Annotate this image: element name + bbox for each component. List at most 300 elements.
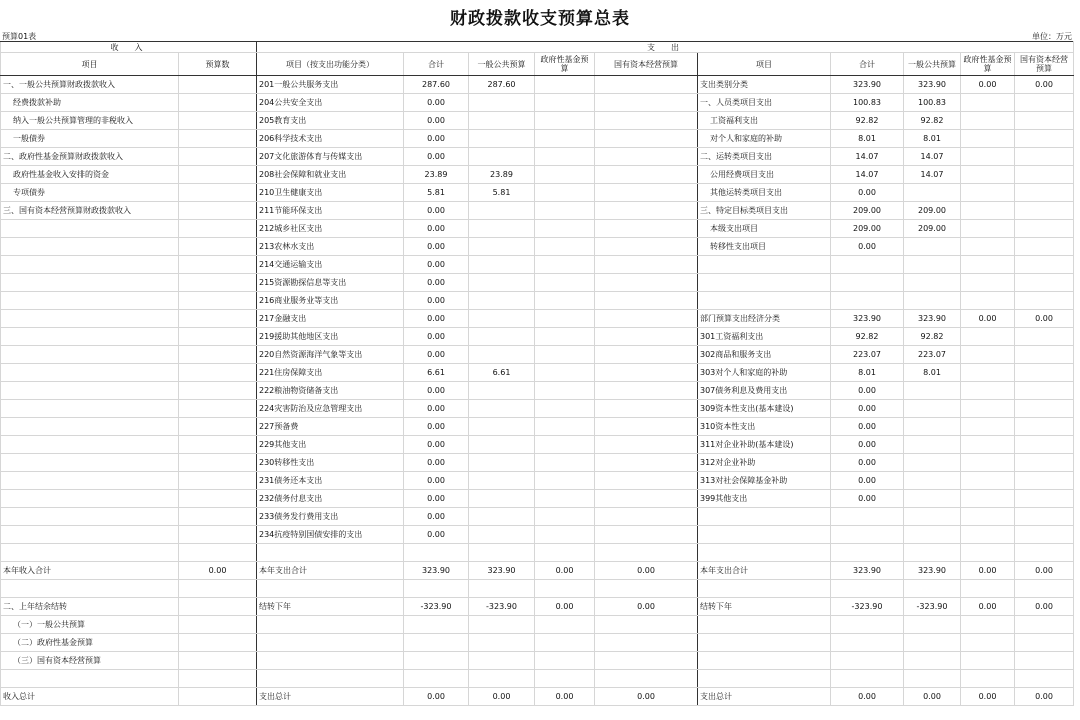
table-cell: 0.00: [404, 490, 469, 508]
table-cell: 6.61: [404, 364, 469, 382]
table-cell: [1, 508, 179, 526]
table-cell: 二、政府性基金预算财政拨款收入: [1, 148, 179, 166]
table-cell: 210卫生健康支出: [257, 184, 404, 202]
table-row: [1, 616, 1074, 634]
table-cell: [1, 274, 179, 292]
table-cell: 0.00: [404, 508, 469, 526]
table-cell: [961, 382, 1015, 400]
col-header-general: 一般公共预算: [469, 53, 535, 76]
table-cell: 0.00: [404, 688, 469, 706]
table-cell: 323.90: [831, 562, 904, 580]
table-cell: 0.00: [831, 400, 904, 418]
table-cell: [179, 166, 257, 184]
page-title: 财政拨款收支预算总表: [450, 9, 630, 29]
form-code: 预算01表: [2, 32, 37, 41]
table-cell: 0.00: [404, 112, 469, 130]
table-cell: [469, 274, 535, 292]
col-header-total2: 合计: [831, 53, 904, 76]
table-cell: （二）政府性基金预算: [1, 634, 179, 652]
table-cell: -323.90: [404, 598, 469, 616]
table-cell: [698, 670, 831, 688]
table-cell: 208社会保障和就业支出: [257, 166, 404, 184]
table-cell: [179, 508, 257, 526]
table-cell: 323.90: [904, 562, 961, 580]
table-row: [1, 292, 1074, 310]
table-cell: [1015, 256, 1074, 274]
table-cell: 204公共安全支出: [257, 94, 404, 112]
table-cell: 23.89: [404, 166, 469, 184]
table-cell: 结转下年: [257, 598, 404, 616]
table-cell: [961, 130, 1015, 148]
table-cell: [1015, 472, 1074, 490]
table-cell: 0.00: [404, 202, 469, 220]
table-row: [1, 472, 1074, 490]
table-cell: 0.00: [404, 256, 469, 274]
table-cell: [961, 634, 1015, 652]
table-row: [1, 256, 1074, 274]
table-cell: [1015, 148, 1074, 166]
table-cell: [904, 472, 961, 490]
table-cell: 三、国有资本经营预算财政拨款收入: [1, 202, 179, 220]
table-cell: [535, 184, 595, 202]
table-cell: [179, 292, 257, 310]
table-cell: [904, 454, 961, 472]
table-row: [1, 94, 1074, 112]
table-cell: [469, 292, 535, 310]
table-cell: 0.00: [404, 382, 469, 400]
table-cell: [179, 94, 257, 112]
table-cell: [831, 292, 904, 310]
table-cell: [595, 616, 698, 634]
table-cell: [904, 400, 961, 418]
table-cell: [179, 130, 257, 148]
table-cell: [698, 292, 831, 310]
table-cell: [595, 328, 698, 346]
table-cell: [535, 382, 595, 400]
table-cell: [595, 238, 698, 256]
table-cell: [595, 436, 698, 454]
table-cell: [404, 634, 469, 652]
table-cell: 0.00: [961, 562, 1015, 580]
table-cell: [469, 472, 535, 490]
table-row: [1, 454, 1074, 472]
table-row: [1, 166, 1074, 184]
table-cell: [831, 526, 904, 544]
table-cell: [1, 580, 179, 598]
table-cell: 0.00: [595, 598, 698, 616]
table-cell: [904, 292, 961, 310]
table-cell: [535, 310, 595, 328]
table-cell: [469, 328, 535, 346]
table-cell: [469, 112, 535, 130]
table-cell: [1, 544, 179, 562]
table-cell: [404, 652, 469, 670]
table-row: [1, 634, 1074, 652]
table-cell: [904, 544, 961, 562]
table-cell: [595, 472, 698, 490]
table-cell: 303对个人和家庭的补助: [698, 364, 831, 382]
table-cell: [1015, 382, 1074, 400]
table-cell: 213农林水支出: [257, 238, 404, 256]
table-cell: 0.00: [1015, 310, 1074, 328]
table-cell: [961, 454, 1015, 472]
table-cell: 0.00: [404, 328, 469, 346]
table-cell: [831, 256, 904, 274]
col-header-item: 项目: [1, 53, 179, 76]
table-cell: [961, 364, 1015, 382]
table-cell: [469, 346, 535, 364]
table-cell: -323.90: [831, 598, 904, 616]
table-cell: [535, 634, 595, 652]
table-cell: 一般债券: [1, 130, 179, 148]
col-header-func-item: 项目（按支出功能分类）: [257, 53, 404, 76]
table-row: [1, 328, 1074, 346]
table-cell: 一、一般公共预算财政拨款收入: [1, 76, 179, 94]
table-cell: [179, 256, 257, 274]
table-cell: [1015, 544, 1074, 562]
table-cell: [904, 418, 961, 436]
table-cell: [469, 580, 535, 598]
table-cell: 0.00: [831, 418, 904, 436]
table-cell: [535, 508, 595, 526]
table-cell: 217金融支出: [257, 310, 404, 328]
table-cell: [1, 526, 179, 544]
table-cell: [961, 508, 1015, 526]
table-cell: 230转移性支出: [257, 454, 404, 472]
col-header-item2: 项目: [698, 53, 831, 76]
table-cell: 309资本性支出(基本建设): [698, 400, 831, 418]
table-cell: [961, 256, 1015, 274]
table-row: [1, 562, 1074, 580]
table-cell: [595, 310, 698, 328]
table-cell: [257, 616, 404, 634]
table-cell: 301工资福利支出: [698, 328, 831, 346]
table-cell: 二、上年结余结转: [1, 598, 179, 616]
table-cell: 100.83: [904, 94, 961, 112]
table-cell: 221住房保障支出: [257, 364, 404, 382]
table-cell: [469, 94, 535, 112]
table-cell: [179, 652, 257, 670]
table-cell: 323.90: [831, 310, 904, 328]
table-row: [1, 670, 1074, 688]
table-cell: 一、人员类项目支出: [698, 94, 831, 112]
table-cell: 227预备费: [257, 418, 404, 436]
table-cell: [961, 148, 1015, 166]
table-cell: [961, 238, 1015, 256]
table-cell: [179, 454, 257, 472]
table-cell: 6.61: [469, 364, 535, 382]
table-cell: [535, 238, 595, 256]
table-cell: 0.00: [831, 472, 904, 490]
table-cell: [831, 652, 904, 670]
table-cell: [595, 274, 698, 292]
table-row: [1, 184, 1074, 202]
table-cell: 0.00: [1015, 688, 1074, 706]
table-cell: [831, 508, 904, 526]
table-cell: [961, 472, 1015, 490]
table-row: [1, 598, 1074, 616]
table-cell: 政府性基金收入安排的资金: [1, 166, 179, 184]
table-cell: -323.90: [904, 598, 961, 616]
table-row: [1, 436, 1074, 454]
table-cell: [904, 382, 961, 400]
table-cell: 100.83: [831, 94, 904, 112]
table-cell: [535, 670, 595, 688]
table-cell: 0.00: [404, 274, 469, 292]
table-cell: [179, 220, 257, 238]
table-cell: [469, 238, 535, 256]
table-cell: [1015, 670, 1074, 688]
table-cell: 14.07: [831, 148, 904, 166]
table-row: [1, 418, 1074, 436]
table-cell: [1, 490, 179, 508]
table-cell: 307债务利息及费用支出: [698, 382, 831, 400]
table-cell: 0.00: [831, 184, 904, 202]
table-row: [1, 202, 1074, 220]
column-header-row: [1, 53, 1074, 76]
table-cell: [904, 184, 961, 202]
table-cell: 223.07: [831, 346, 904, 364]
table-cell: [179, 148, 257, 166]
table-cell: [469, 454, 535, 472]
table-cell: [1015, 400, 1074, 418]
table-row: [1, 490, 1074, 508]
table-cell: [535, 364, 595, 382]
table-cell: [1015, 364, 1074, 382]
table-cell: 214交通运输支出: [257, 256, 404, 274]
table-cell: [1, 382, 179, 400]
table-cell: 92.82: [831, 112, 904, 130]
table-cell: [535, 76, 595, 94]
table-cell: -323.90: [469, 598, 535, 616]
table-cell: 0.00: [961, 598, 1015, 616]
table-cell: 323.90: [831, 76, 904, 94]
table-cell: 220自然资源海洋气象等支出: [257, 346, 404, 364]
table-cell: [1, 346, 179, 364]
table-cell: 209.00: [831, 220, 904, 238]
table-row: [1, 508, 1074, 526]
table-row: [1, 346, 1074, 364]
table-cell: 0.00: [831, 490, 904, 508]
col-header-general2: 一般公共预算: [904, 53, 961, 76]
table-cell: [535, 94, 595, 112]
table-cell: 0.00: [404, 220, 469, 238]
table-cell: [831, 670, 904, 688]
table-cell: [535, 472, 595, 490]
table-cell: [179, 328, 257, 346]
table-cell: 219援助其他地区支出: [257, 328, 404, 346]
table-cell: [535, 400, 595, 418]
table-cell: [961, 580, 1015, 598]
group-header-row: [1, 42, 1074, 53]
table-cell: [179, 202, 257, 220]
table-cell: [595, 202, 698, 220]
table-cell: [595, 526, 698, 544]
table-cell: 312对企业补助: [698, 454, 831, 472]
table-cell: [961, 292, 1015, 310]
table-cell: [1, 238, 179, 256]
table-cell: [257, 544, 404, 562]
table-cell: [469, 400, 535, 418]
table-row: [1, 526, 1074, 544]
table-cell: 229其他支出: [257, 436, 404, 454]
table-cell: [904, 652, 961, 670]
table-cell: 0.00: [961, 310, 1015, 328]
table-cell: 其他运转类项目支出: [698, 184, 831, 202]
table-cell: [179, 580, 257, 598]
table-cell: [698, 580, 831, 598]
table-cell: 287.60: [404, 76, 469, 94]
table-cell: 323.90: [904, 76, 961, 94]
table-cell: 0.00: [404, 436, 469, 454]
table-cell: [179, 400, 257, 418]
table-cell: 215资源勘探信息等支出: [257, 274, 404, 292]
table-cell: [469, 148, 535, 166]
table-row: [1, 580, 1074, 598]
table-cell: [595, 346, 698, 364]
table-cell: [698, 256, 831, 274]
table-cell: 0.00: [831, 436, 904, 454]
table-row: [1, 148, 1074, 166]
table-cell: [1, 220, 179, 238]
table-cell: [1015, 490, 1074, 508]
table-cell: [179, 472, 257, 490]
table-cell: 323.90: [469, 562, 535, 580]
table-cell: 本年支出合计: [698, 562, 831, 580]
table-cell: 公用经费项目支出: [698, 166, 831, 184]
table-cell: 310资本性支出: [698, 418, 831, 436]
table-cell: [469, 544, 535, 562]
table-cell: [535, 166, 595, 184]
table-cell: [595, 76, 698, 94]
table-cell: [257, 652, 404, 670]
table-cell: [404, 580, 469, 598]
income-group-header: 收 入: [1, 42, 257, 53]
table-cell: 0.00: [404, 526, 469, 544]
table-cell: [1015, 454, 1074, 472]
table-cell: [1015, 634, 1074, 652]
table-cell: 5.81: [469, 184, 535, 202]
table-cell: [961, 112, 1015, 130]
table-row: [1, 688, 1074, 706]
table-cell: [469, 220, 535, 238]
table-cell: 0.00: [1015, 598, 1074, 616]
table-cell: 0.00: [831, 688, 904, 706]
table-cell: 收入总计: [1, 688, 179, 706]
table-cell: [535, 148, 595, 166]
table-cell: [595, 94, 698, 112]
table-cell: 201一般公共服务支出: [257, 76, 404, 94]
table-cell: 0.00: [961, 76, 1015, 94]
table-cell: [698, 526, 831, 544]
table-cell: （一）一般公共预算: [1, 616, 179, 634]
table-cell: [1015, 580, 1074, 598]
table-cell: [1015, 130, 1074, 148]
table-cell: 231债务还本支出: [257, 472, 404, 490]
table-cell: 0.00: [404, 400, 469, 418]
table-cell: [535, 454, 595, 472]
table-cell: 0.00: [179, 562, 257, 580]
table-cell: [179, 598, 257, 616]
table-cell: [179, 670, 257, 688]
table-row: [1, 364, 1074, 382]
table-cell: 0.00: [404, 472, 469, 490]
table-cell: [535, 346, 595, 364]
table-cell: [904, 526, 961, 544]
table-cell: 92.82: [904, 112, 961, 130]
table-cell: 经费拨款补助: [1, 94, 179, 112]
table-cell: [831, 634, 904, 652]
table-cell: [961, 328, 1015, 346]
table-cell: [535, 418, 595, 436]
table-cell: 工资福利支出: [698, 112, 831, 130]
table-cell: 0.00: [404, 292, 469, 310]
table-cell: 216商业服务业等支出: [257, 292, 404, 310]
table-cell: [179, 688, 257, 706]
table-cell: 209.00: [831, 202, 904, 220]
table-cell: [595, 364, 698, 382]
table-cell: [469, 130, 535, 148]
table-cell: [1015, 652, 1074, 670]
table-cell: 0.00: [904, 688, 961, 706]
table-cell: 92.82: [831, 328, 904, 346]
table-row: [1, 274, 1074, 292]
table-cell: [961, 418, 1015, 436]
table-cell: 本级支出项目: [698, 220, 831, 238]
table-cell: 0.00: [595, 562, 698, 580]
table-cell: [535, 292, 595, 310]
table-cell: [595, 400, 698, 418]
table-cell: [535, 544, 595, 562]
table-cell: [1015, 328, 1074, 346]
table-cell: [1015, 292, 1074, 310]
table-cell: [1015, 346, 1074, 364]
unit-label: 单位：万元: [1032, 32, 1072, 41]
table-cell: 支出总计: [257, 688, 404, 706]
table-cell: [257, 670, 404, 688]
table-cell: 0.00: [961, 688, 1015, 706]
table-cell: 14.07: [831, 166, 904, 184]
table-cell: [179, 436, 257, 454]
table-cell: 0.00: [831, 382, 904, 400]
col-header-state: 国有资本经营预算: [595, 53, 698, 76]
table-cell: 14.07: [904, 166, 961, 184]
table-cell: 二、运转类项目支出: [698, 148, 831, 166]
table-cell: [469, 310, 535, 328]
table-row: [1, 652, 1074, 670]
expense-group-header: 支 出: [257, 42, 1074, 53]
table-cell: [904, 616, 961, 634]
table-cell: [698, 652, 831, 670]
table-cell: 311对企业补助(基本建设): [698, 436, 831, 454]
table-cell: 0.00: [404, 238, 469, 256]
table-cell: [1015, 526, 1074, 544]
table-cell: 207文化旅游体育与传媒支出: [257, 148, 404, 166]
table-cell: 223.07: [904, 346, 961, 364]
col-header-state2: 国有资本经营预算: [1015, 53, 1074, 76]
table-cell: 399其他支出: [698, 490, 831, 508]
table-cell: [1015, 508, 1074, 526]
table-cell: [179, 112, 257, 130]
table-row: [1, 112, 1074, 130]
table-row: [1, 400, 1074, 418]
table-cell: [961, 220, 1015, 238]
table-cell: 0.00: [404, 454, 469, 472]
table-cell: [961, 526, 1015, 544]
table-cell: 转移性支出项目: [698, 238, 831, 256]
table-cell: [595, 130, 698, 148]
table-cell: [535, 526, 595, 544]
